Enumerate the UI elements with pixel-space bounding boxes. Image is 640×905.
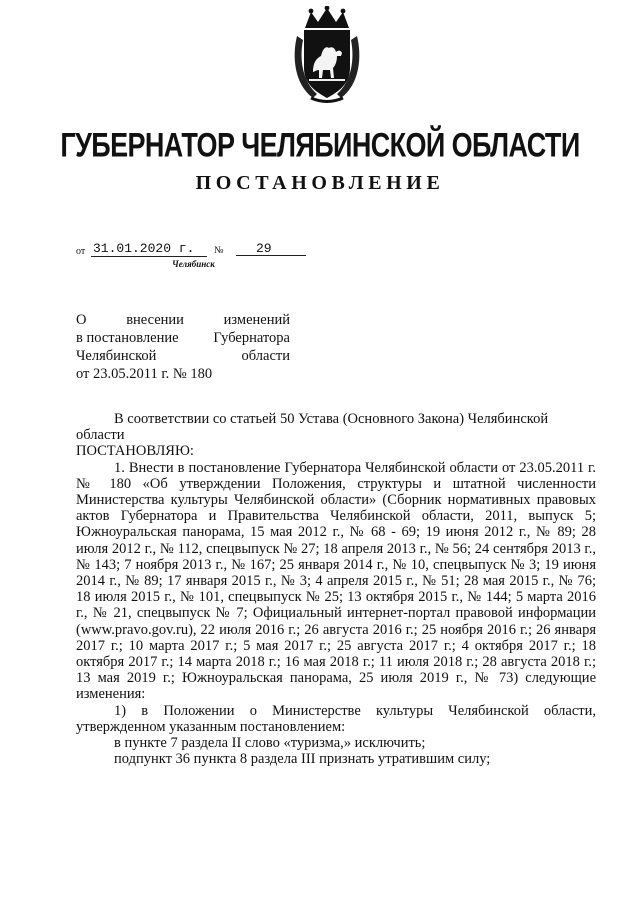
subject-line: Челябинской области xyxy=(76,348,290,364)
document-date: 31.01.2020 г. xyxy=(91,241,207,257)
document-subject xyxy=(76,311,290,383)
paragraph-item: в пункте 7 раздела II слово «туризма,» исключить; xyxy=(114,735,426,752)
coat-of-arms-icon xyxy=(291,6,363,104)
document-body xyxy=(76,411,596,767)
document-number: 29 xyxy=(236,241,306,256)
subject-line: в постановление Губернатора xyxy=(76,330,290,346)
date-prefix: от xyxy=(76,246,86,257)
header-title: ГУБЕРНАТОР ЧЕЛЯБИНСКОЙ ОБЛАСТИ xyxy=(60,126,580,165)
number-sign: № xyxy=(214,245,224,256)
paragraph-1-1: 1) в Положении о Министерстве культуры Челябинской области, утвержденном указанным постановлением: xyxy=(76,702,596,735)
preamble-line: области xyxy=(76,427,125,444)
paragraph-item: подпункт 36 пункта 8 раздела III признать утратившим силу; xyxy=(114,751,491,768)
subject-line: О внесении изменений xyxy=(76,312,290,328)
city: Челябинск xyxy=(172,259,215,269)
resolve-heading: ПОСТАНОВЛЯЮ: xyxy=(76,443,194,460)
preamble-line: В соответствии со статьей 50 Устава (Основного Закона) Челябинской xyxy=(114,411,549,427)
subject-line: от 23.05.2011 г. № 180 xyxy=(76,366,213,382)
paragraph-1: 1. Внести в постановление Губернатора Челябинской области от 23.05.2011 г. № 180 «Об утверждении Положения, структуры и штатной численности Министерства культуры Челябинской области» (Сборник нормативных правовых актов Губернатора и Правительства Челябинской области, 2011, выпуск 5; Южноуральская панорама, 15 мая 2012 г., № 68 - 69; 19 июня 2012 г., № 89; 28 июля 2012 г., № 112, спецвыпуск № 27; 18 апреля 2013 г., № 56; 24 сентября 2013 г., № 143; 7 ноября 2013 г., № 167; 25 января 2014 г., № 10, спецвыпуск № 3; 19 июня 2014 г., № 89; 17 января 2015 г., № 3; 4 апреля 2015 г., № 51; 28 мая 2015 г., № 76; 18 июля 2015 г., № 101, спецвыпуск № 25; 13 октября 2015 г., № 144; 5 марта 2016 г., № 21, спецвыпуск № 7; Официальный интернет-портал правовой информации (www.pravo.gov.ru), 22 июля 2016 г.; 26 августа 2016 г.; 25 ноября 2016 г.; 26 января 2017 г.; 10 марта 2017 г.; 5 мая 2017 г.; 25 августа 2017 г.; 4 октября 2017 г.; 18 октября 2017 г.; 14 марта 2018 г.; 16 мая 2018 г.; 11 июля 2018 г.; 28 августа 2018 г.; 13 мая 2019 г.; Южноуральская панорама, 25 июля 2019 г., № 73) следующие изменения: xyxy=(76,459,596,703)
document-type: ПОСТАНОВЛЕНИЕ xyxy=(195,172,445,194)
